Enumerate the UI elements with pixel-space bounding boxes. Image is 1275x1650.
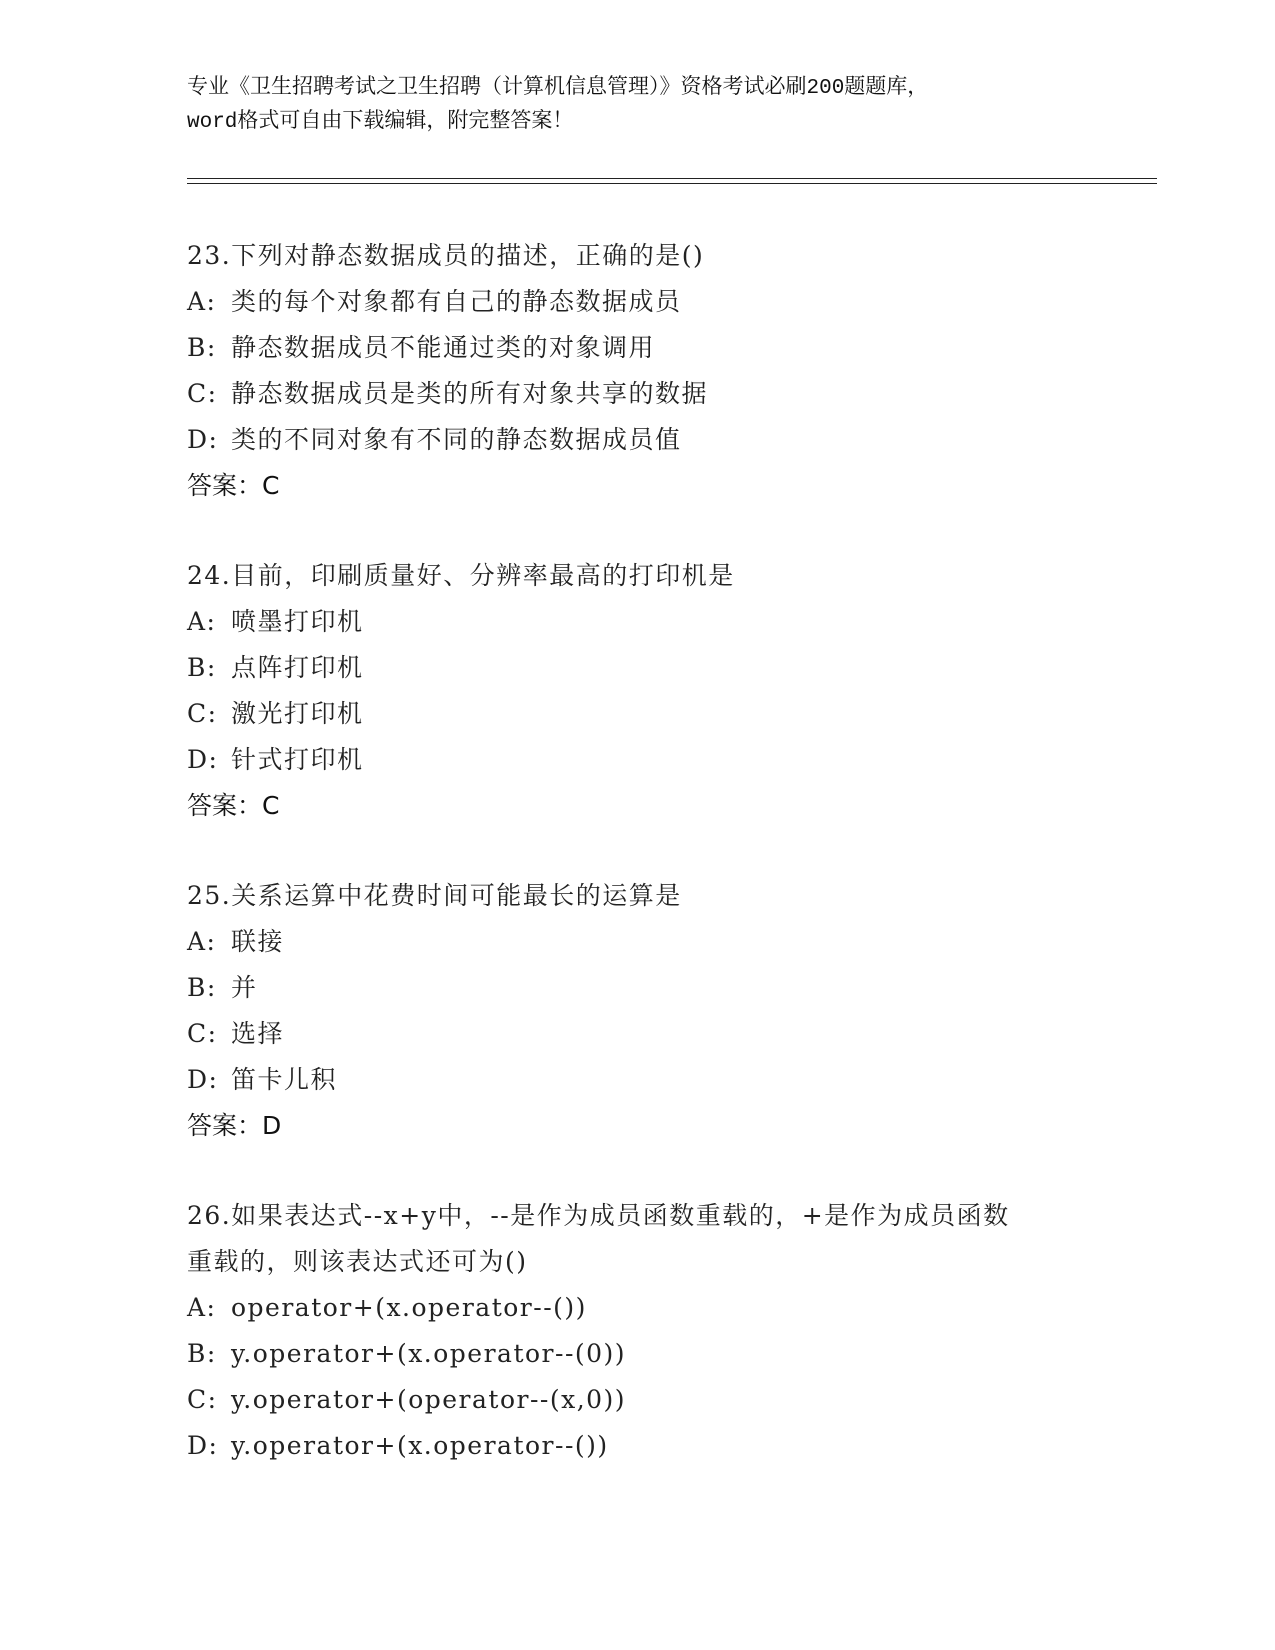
option-letter: B: bbox=[187, 1339, 217, 1368]
option-b bbox=[187, 645, 1157, 691]
question-stem: 25.关系运算中花费时间可能最长的运算是 bbox=[187, 881, 682, 910]
header-divider-bottom bbox=[187, 183, 1157, 184]
question-26 bbox=[187, 1193, 1157, 1469]
option-letter: A: bbox=[187, 607, 217, 636]
option-text: 类的不同对象有不同的静态数据成员值 bbox=[231, 425, 682, 454]
question-24 bbox=[187, 553, 1157, 829]
option-letter: A: bbox=[187, 1293, 217, 1322]
option-b bbox=[187, 325, 1157, 371]
option-a bbox=[187, 1285, 1157, 1331]
option-text: 点阵打印机 bbox=[231, 653, 364, 682]
option-c bbox=[187, 371, 1157, 417]
option-text: y.operator+(x.operator--(0)) bbox=[231, 1339, 627, 1368]
option-a bbox=[187, 279, 1157, 325]
header-line-2: word格式可自由下载编辑，附完整答案！ bbox=[187, 111, 574, 134]
option-a bbox=[187, 919, 1157, 965]
option-d bbox=[187, 1423, 1157, 1469]
option-a bbox=[187, 599, 1157, 645]
question-23 bbox=[187, 233, 1157, 509]
question-stem: 24.目前，印刷质量好、分辨率最高的打印机是 bbox=[187, 561, 735, 590]
option-letter: D: bbox=[187, 745, 219, 774]
option-c bbox=[187, 691, 1157, 737]
option-text: y.operator+(x.operator--()) bbox=[231, 1431, 609, 1460]
option-letter: C: bbox=[187, 699, 218, 728]
option-text: 静态数据成员是类的所有对象共享的数据 bbox=[231, 379, 709, 408]
option-letter: B: bbox=[187, 653, 217, 682]
option-text: y.operator+(operator--(x,0)) bbox=[231, 1385, 627, 1414]
option-letter: B: bbox=[187, 973, 217, 1002]
option-text: 类的每个对象都有自己的静态数据成员 bbox=[231, 287, 682, 316]
question-25 bbox=[187, 873, 1157, 1149]
option-letter: A: bbox=[187, 287, 217, 316]
document-header bbox=[187, 72, 1087, 140]
header-divider-top bbox=[187, 178, 1157, 179]
answer-line: 答案：D bbox=[187, 1111, 282, 1140]
option-letter: A: bbox=[187, 927, 217, 956]
question-stem: 26.如果表达式--x+y中，--是作为成员函数重载的，+是作为成员函数 bbox=[187, 1201, 1010, 1230]
option-b bbox=[187, 1331, 1157, 1377]
option-text: 喷墨打印机 bbox=[231, 607, 364, 636]
header-line-1: 专业《卫生招聘考试之卫生招聘（计算机信息管理）》资格考试必刷200题题库， bbox=[187, 77, 929, 100]
option-letter: D: bbox=[187, 1431, 219, 1460]
option-c bbox=[187, 1377, 1157, 1423]
option-text: 联接 bbox=[231, 927, 285, 956]
option-d bbox=[187, 737, 1157, 783]
option-text: operator+(x.operator--()) bbox=[231, 1293, 587, 1322]
option-d bbox=[187, 417, 1157, 463]
option-text: 激光打印机 bbox=[231, 699, 364, 728]
option-letter: C: bbox=[187, 1019, 218, 1048]
option-d bbox=[187, 1057, 1157, 1103]
option-letter: C: bbox=[187, 379, 218, 408]
answer-line: 答案：C bbox=[187, 471, 280, 500]
option-text: 笛卡儿积 bbox=[231, 1065, 338, 1094]
question-stem: 23.下列对静态数据成员的描述，正确的是() bbox=[187, 241, 705, 270]
option-letter: D: bbox=[187, 1065, 219, 1094]
option-text: 并 bbox=[231, 973, 258, 1002]
option-text: 针式打印机 bbox=[231, 745, 364, 774]
option-letter: D: bbox=[187, 425, 219, 454]
answer-line: 答案：C bbox=[187, 791, 280, 820]
option-b bbox=[187, 965, 1157, 1011]
option-letter: B: bbox=[187, 333, 217, 362]
option-text: 静态数据成员不能通过类的对象调用 bbox=[231, 333, 656, 362]
option-c bbox=[187, 1011, 1157, 1057]
option-letter: C: bbox=[187, 1385, 218, 1414]
question-stem-continued: 重载的，则该表达式还可为() bbox=[187, 1247, 528, 1276]
option-text: 选择 bbox=[231, 1019, 285, 1048]
